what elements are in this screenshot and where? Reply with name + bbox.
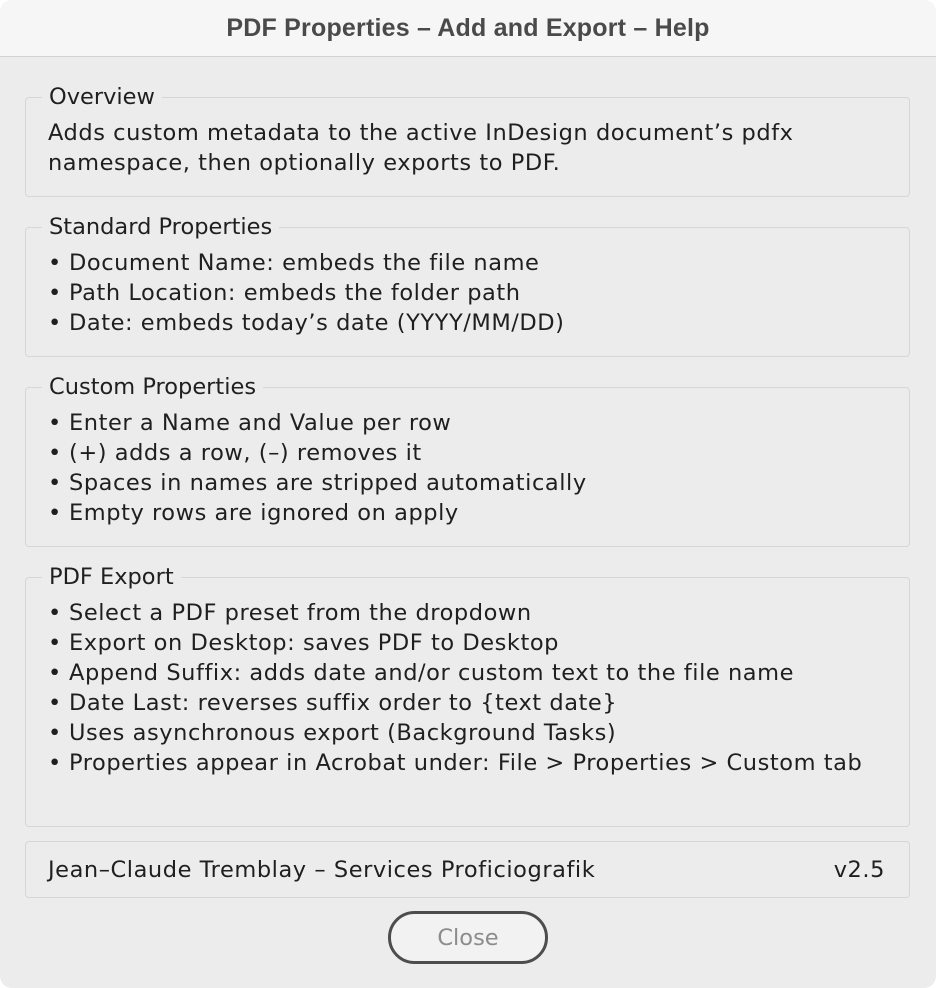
list-item: • Export on Desktop: saves PDF to Desktop <box>48 630 560 656</box>
overview-panel <box>25 84 910 197</box>
bullet-icon: • <box>48 660 62 686</box>
title-bar <box>0 0 936 57</box>
bullet-icon: • <box>48 630 62 656</box>
pdf-export-list <box>48 598 862 778</box>
bullet-icon: • <box>48 310 62 336</box>
custom-properties-title: Custom Properties <box>42 373 263 401</box>
bullet-icon: • <box>48 690 62 716</box>
version-label: v2.5 <box>833 856 885 883</box>
standard-properties-list <box>48 248 565 338</box>
list-item: • Enter a Name and Value per row <box>48 410 452 436</box>
standard-properties-panel <box>25 214 910 357</box>
pdf-export-panel <box>25 564 910 827</box>
list-item: • Document Name: embeds the file name <box>48 250 540 276</box>
list-item: • Path Location: embeds the folder path <box>48 280 521 306</box>
bullet-icon: • <box>48 280 62 306</box>
bullet-icon: • <box>48 250 62 276</box>
author-credit: Jean–Claude Tremblay – Services Proficiografik <box>48 856 596 883</box>
bullet-icon: • <box>48 720 62 746</box>
list-item: • Append Suffix: adds date and/or custom text to the file name <box>48 660 794 686</box>
credits-panel <box>25 841 910 898</box>
bullet-icon: • <box>48 500 62 526</box>
custom-properties-panel <box>25 374 910 547</box>
bullet-icon: • <box>48 470 62 496</box>
overview-title: Overview <box>42 83 162 111</box>
list-item: • Empty rows are ignored on apply <box>48 500 459 526</box>
standard-properties-title: Standard Properties <box>42 213 279 241</box>
bullet-icon: • <box>48 410 62 436</box>
custom-properties-list <box>48 408 587 528</box>
bullet-icon: • <box>48 750 62 776</box>
bullet-icon: • <box>48 600 62 626</box>
list-item: • Date: embeds today’s date (YYYY/MM/DD) <box>48 310 565 336</box>
pdf-export-title: PDF Export <box>42 563 181 591</box>
list-item: • (+) adds a row, (–) removes it <box>48 440 422 466</box>
window-title: PDF Properties – Add and Export – Help <box>226 13 710 42</box>
list-item: • Date Last: reverses suffix order to {text date} <box>48 690 618 716</box>
list-item: • Select a PDF preset from the dropdown <box>48 600 532 626</box>
overview-text: Adds custom metadata to the active InDesign document’s pdfx namespace, then optionally exports to PDF. <box>48 120 794 176</box>
bullet-icon: • <box>48 440 62 466</box>
list-item: • Uses asynchronous export (Background Tasks) <box>48 720 617 746</box>
list-item: • Spaces in names are stripped automatically <box>48 470 587 496</box>
list-item: • Properties appear in Acrobat under: File > Properties > Custom tab <box>48 750 863 776</box>
close-button[interactable]: Close <box>388 911 548 964</box>
